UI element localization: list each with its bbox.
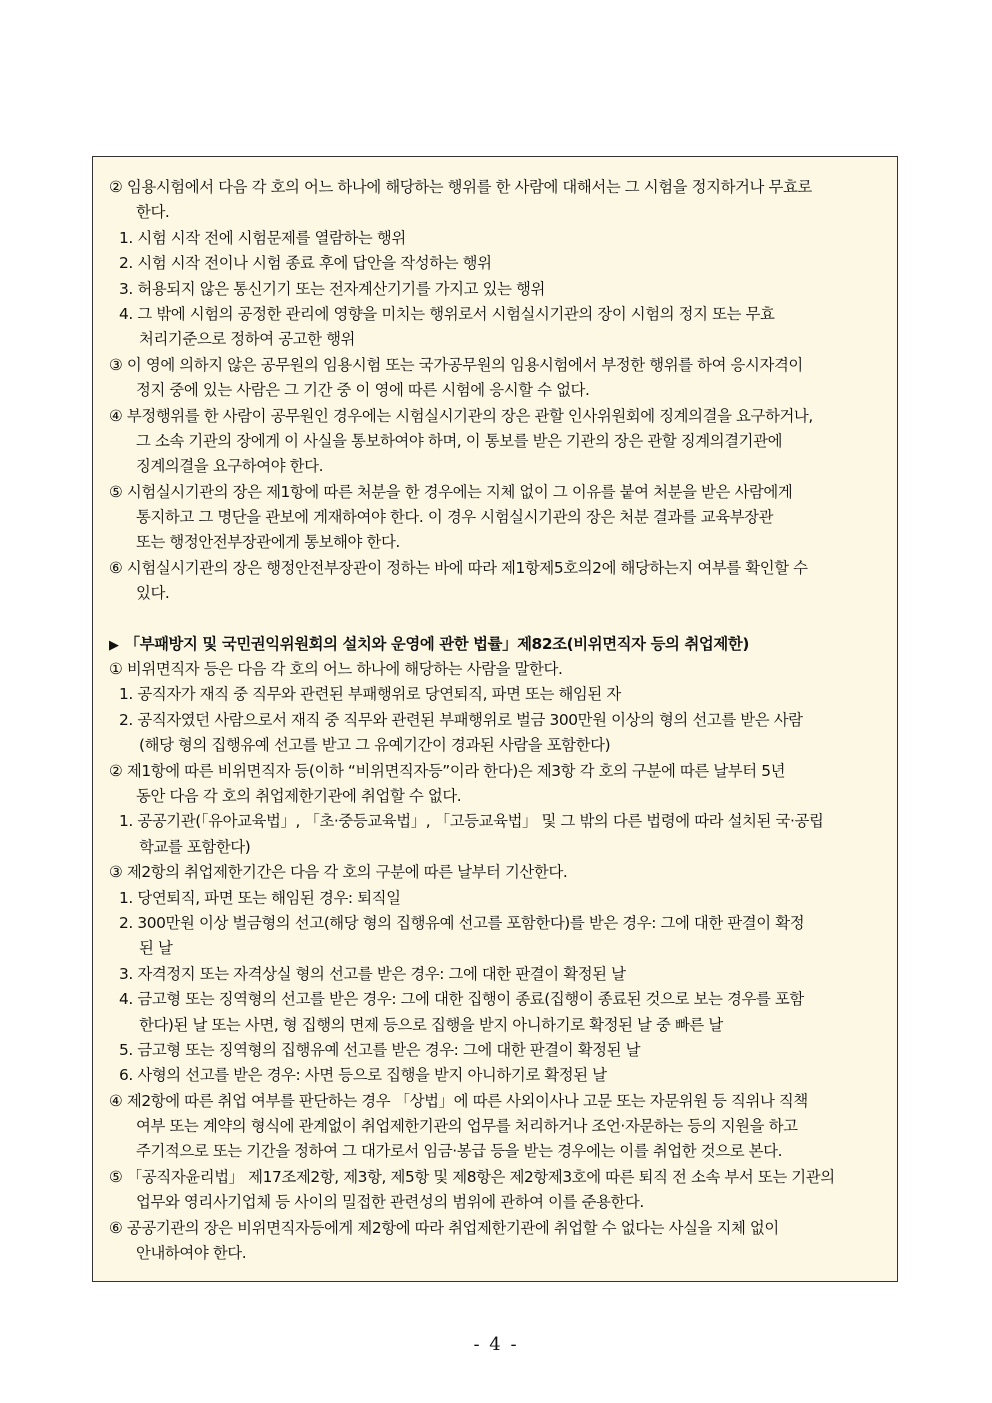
text-line: 한다)된 날 또는 사면, 형 집행의 면제 등으로 집행을 받지 아니하기로 확정된 날 중 빠른 날 [139,1015,723,1034]
text-line: 1. 당연퇴직, 파면 또는 해임된 경우: 퇴직일 [119,888,401,907]
text-line: 통지하고 그 명단을 관보에 게재하여야 한다. 이 경우 시험실시기관의 장은 처분 결과를 교육부장관 [136,508,774,527]
text-line: 주기적으로 또는 기간을 정하여 그 대가로서 임금·봉급 등을 받는 경우에는 이를 취업한 것으로 본다. [136,1142,783,1161]
text-line: 2. 시험 시작 전이나 시험 종료 후에 답안을 작성하는 행위 [119,254,492,273]
text-line: ② 제1항에 따른 비위면직자 등(이하 “비위면직자등”이라 한다)은 제3항 각 호의 구분에 따른 날부터 5년 [109,761,786,780]
text-line: 처리기준으로 정하여 공고한 행위 [139,330,356,349]
text-line: 한다. [136,203,170,222]
page-number: - 4 - [473,1334,519,1355]
text-line: ③ 제2항의 취업제한기간은 다음 각 호의 구분에 따른 날부터 기산한다. [109,863,568,882]
text-line: ⑤ 시험실시기관의 장은 제1항에 따른 처분을 한 경우에는 지체 없이 그 이유를 붙여 처분을 받은 사람에게 [109,482,793,501]
text-line: 정지 중에 있는 사람은 그 기간 중 이 영에 따른 시험에 응시할 수 없다. [136,381,590,400]
text-line: 학교를 포함한다) [139,837,251,856]
text-line: 된 날 [139,939,173,958]
law-section-heading [109,632,899,657]
text-line: 2. 300만원 이상 벌금형의 선고(해당 형의 집행유예 선고를 포함한다)를 받은 경우: 그에 대한 판결이 확정 [119,913,805,932]
text-line: 있다. [136,584,170,603]
text-line: 징계의결을 요구하여야 한다. [136,457,324,476]
text-line: ⑥ 시험실시기관의 장은 행정안전부장관이 정하는 바에 따라 제1항제5호의2에 해당하는지 여부를 확인할 수 [109,558,808,577]
text-line: ⑥ 공공기관의 장은 비위면직자등에게 제2항에 따라 취업제한기관에 취업할 수 없다는 사실을 지체 없이 [109,1218,779,1237]
text-line: 3. 자격정지 또는 자격상실 형의 선고를 받은 경우: 그에 대한 판결이 확정된 날 [119,964,626,983]
text-line: (해당 형의 집행유예 선고를 받고 그 유예기간이 경과된 사람을 포함한다) [139,736,611,755]
text-line: 3. 허용되지 않은 통신기기 또는 전자계산기기를 가지고 있는 행위 [119,279,545,298]
legal-text-content [109,175,899,1266]
text-line: 여부 또는 계약의 형식에 관계없이 취업제한기관의 업무를 처리하거나 조언·자문하는 등의 지원을 하고 [136,1117,798,1136]
text-line: 업무와 영리사기업체 등 사이의 밀접한 관련성의 범위에 관하여 이를 준용한다. [136,1193,644,1212]
text-line: 안내하여야 한다. [136,1244,247,1263]
text-line: 1. 공직자가 재직 중 직무와 관련된 부패행위로 당연퇴직, 파면 또는 해임된 자 [119,685,621,704]
text-line: 또는 행정안전부장관에게 통보해야 한다. [136,533,400,552]
arrow-bullet-icon: ▶ [109,637,119,653]
section-gap [109,607,899,632]
text-line: 4. 금고형 또는 징역형의 선고를 받은 경우: 그에 대한 집행이 종료(집행이 종료된 것으로 보는 경우를 포함 [119,990,804,1009]
text-line: ④ 부정행위를 한 사람이 공무원인 경우에는 시험실시기관의 장은 관할 인사위원회에 징계의결을 요구하거나, [109,406,813,425]
text-line: 6. 사형의 선고를 받은 경우: 사면 등으로 집행을 받지 아니하기로 확정된 날 [119,1066,607,1085]
text-line: 4. 그 밖에 시험의 공정한 관리에 영향을 미치는 행위로서 시험실시기관의 장이 시험의 정지 또는 무효 [119,304,775,323]
text-line: 2. 공직자였던 사람으로서 재직 중 직무와 관련된 부패행위로 벌금 300만원 이상의 형의 선고를 받은 사람 [119,710,803,729]
law-section-title: 「부패방지 및 국민권익위원회의 설치와 운영에 관한 법률」제82조(비위면직자 등의 취업제한) [124,634,749,653]
text-line: 1. 시험 시작 전에 시험문제를 열람하는 행위 [119,228,406,247]
text-line: 동안 다음 각 호의 취업제한기관에 취업할 수 없다. [136,786,462,805]
text-line: ② 임용시험에서 다음 각 호의 어느 하나에 해당하는 행위를 한 사람에 대해서는 그 시험을 정지하거나 무효로 [109,178,812,196]
text-line: ③ 이 영에 의하지 않은 공무원의 임용시험 또는 국가공무원의 임용시험에서 부정한 행위를 하여 응시자격이 [109,355,803,374]
text-line: 5. 금고형 또는 징역형의 집행유예 선고를 받은 경우: 그에 대한 판결이 확정된 날 [119,1040,641,1059]
text-line: ④ 제2항에 따른 취업 여부를 판단하는 경우 「상법」에 따른 사외이사나 고문 또는 자문위원 등 직위나 직책 [109,1091,808,1110]
text-line: ① 비위면직자 등은 다음 각 호의 어느 하나에 해당하는 사람을 말한다. [109,660,563,679]
text-line: ⑤ 「공직자윤리법」 제17조제2항, 제3항, 제5항 및 제8항은 제2항제3호에 따른 퇴직 전 소속 부서 또는 기관의 [109,1167,835,1186]
legal-text-box [92,156,898,1282]
text-line: 1. 공공기관(「유아교육법」, 「초·중등교육법」, 「고등교육법」 및 그 밖의 다른 법령에 따라 설치된 국·공립 [119,812,824,831]
text-line: 그 소속 기관의 장에게 이 사실을 통보하여야 하며, 이 통보를 받은 기관의 장은 관할 징계의결기관에 [136,431,783,450]
